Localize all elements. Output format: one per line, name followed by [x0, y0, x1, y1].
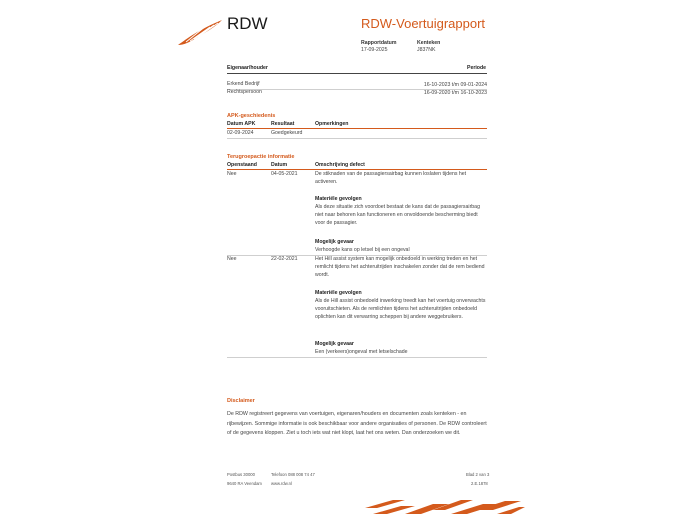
consequences-label: Materiële gevolgen [315, 196, 362, 202]
rdw-bird-logo [176, 18, 226, 48]
apk-section-title: APK-geschiedenis [227, 113, 276, 119]
recall-open-column-header: Openstaand [227, 162, 257, 168]
recall-open-cell: Nee [227, 256, 237, 262]
row-divider [227, 357, 487, 358]
plate-label: Kenteken [417, 40, 441, 46]
owner-cell: Rechtspersoon [227, 89, 262, 95]
apk-result-cell: Goedgekeurd [271, 130, 303, 136]
row-divider [227, 138, 487, 139]
danger-label: Mogelijk gevaar [315, 341, 354, 347]
footer-postbus: Postbus 30000 [227, 472, 255, 477]
footer-page: Blad 2 van 3 [466, 472, 490, 477]
report-date-label: Rapportdatum [361, 40, 397, 46]
footer-city: 9640 RA Veendam [227, 481, 262, 486]
report-title: RDW-Voertuigrapport [361, 16, 486, 31]
footer-phone: Telefoon 088 008 74 47 [271, 472, 315, 477]
recall-desc-column-header: Omschrijving defect [315, 162, 365, 168]
period-cell: 16-10-2023 t/m 09-01-2024 [423, 82, 487, 88]
footer-code: 2.E.1878 [471, 481, 488, 486]
footer-web: www.rdw.nl [271, 481, 292, 486]
consequences-text: Als de Hill assist onbedoeld inwerking treedt kan het voertuig onverwachts vooruitschieten. Als de remlichten tijdens het achteruitrijden onbedoeld oplichten kan dit verwarring scheppen bij andere weggebruikers. [315, 298, 486, 321]
danger-text: Verhoogde kans op letsel bij een ongeval [315, 247, 410, 253]
recall-open-cell: Nee [227, 171, 237, 177]
apk-date-cell: 02-09-2024 [227, 130, 254, 136]
apk-date-column-header: Datum APK [227, 121, 256, 127]
recall-section-title: Terugroepactie informatie [227, 154, 295, 160]
rdw-stripes-graphic [365, 498, 525, 514]
recall-date-cell: 22-02-2021 [271, 256, 298, 262]
period-column-header: Periode [467, 65, 487, 71]
period-cell: 16-09-2020 t/m 16-10-2023 [423, 90, 487, 96]
consequences-label: Materiële gevolgen [315, 290, 362, 296]
apk-remarks-column-header: Opmerkingen [315, 121, 349, 127]
apk-result-column-header: Resultaat [271, 121, 295, 127]
owner-cell: Erkend Bedrijf [227, 81, 260, 87]
owner-column-header: Eigenaar/houder [227, 65, 268, 71]
report-date-value: 17-09-2025 [361, 47, 388, 53]
owners-divider [227, 73, 487, 74]
recall-date-cell: 04-05-2021 [271, 171, 298, 177]
consequences-text: Als deze situatie zich voordoet bestaat de kans dat de passagiersairbag niet naar behoren kan functioneren en onvoldoende bescherming biedt voor de passagier. [315, 204, 480, 227]
defect-description: Het Hill assist system kan mogelijk onbedoeld in werking treden en het remlicht tijdens het achteruitrijden inschakelen zonder dat de rem bediend wordt. [315, 256, 485, 279]
danger-label: Mogelijk gevaar [315, 239, 354, 245]
disclaimer-title: Disclaimer [227, 398, 255, 404]
danger-text: Een (verkeers)ongeval met letselschade [315, 349, 408, 355]
apk-divider [227, 128, 487, 129]
disclaimer-text: De RDW registreert gegevens van voertuigen, eigenaren/houders en documenten zoals kenteken - en rijbewijzen. Sommige informatie is ook beschikbaar voor andere organisaties of personen. De RDW controleert of de gegevens kloppen. Ziet u toch iets wat niet klopt, laat het ons weten. Dan onderzoeken we dit. [227, 411, 487, 437]
plate-value: J837NK [417, 47, 436, 53]
brand-name: RDW [227, 14, 268, 33]
defect-description: De stiknaden van de passagiersairbag kunnen loslaten tijdens het activeren. [315, 171, 467, 186]
recall-date-column-header: Datum [271, 162, 288, 168]
